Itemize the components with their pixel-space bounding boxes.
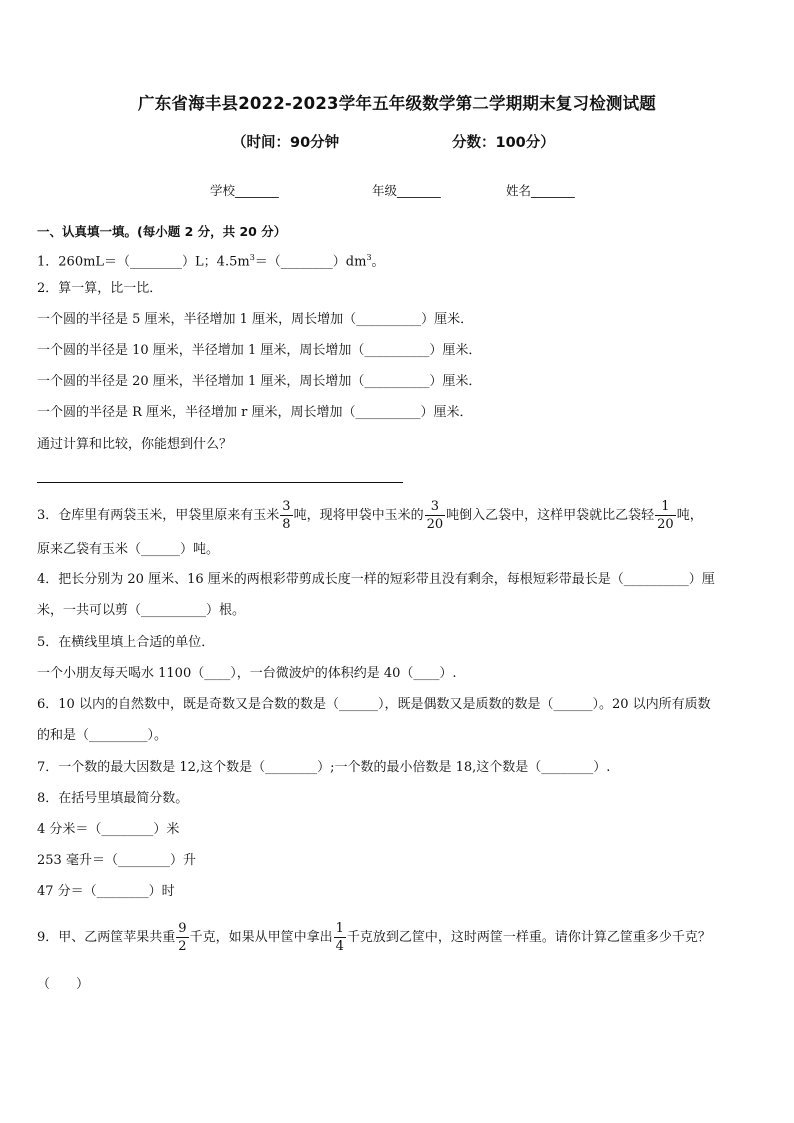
question-8: 8．在括号里填最简分数。	[37, 791, 189, 806]
fraction: $\frac{3}{20}$	[426, 499, 444, 532]
question-6-cont: 的和是（_________）。	[37, 728, 168, 743]
question-3-cont: 原来乙袋有玉米（______）吨。	[37, 542, 220, 557]
question-3: 3．仓库里有两袋玉米，甲袋里原来有玉米 $\frac{3}{8}$ 吨，现将甲袋中玉米的 $\frac{3}{20}$ 吨倒入乙袋中，这样甲袋就比乙袋轻 $\frac{1}{20}$ 吨，	[37, 499, 703, 532]
answer-line[interactable]	[37, 482, 403, 483]
question-9: 9．甲、乙两筐苹果共重 $\frac{9}{2}$ 千克，如果从甲筐中拿出 $\frac{1}{4}$ 千克放到乙筐中，这时两筐一样重。请你计算乙筐重多少千克？	[37, 921, 711, 954]
question-8-line-3: 47 分＝（________）时	[37, 884, 175, 899]
question-7: 7．一个数的最大因数是 12,这个数是（________）;一个数的最小倍数是 18,这个数是（________）.	[37, 760, 611, 775]
school-field[interactable]: 学校_______	[210, 183, 279, 198]
fraction: $\frac{9}{2}$	[178, 921, 187, 954]
page-title: 广东省海丰县2022-2023学年五年级数学第二学期期末复习检测试题	[138, 94, 656, 113]
question-5-line: 一个小朋友每天喝水 1100（____），一台微波炉的体积约是 40（____）.	[37, 666, 457, 681]
question-2-line-2: 一个圆的半径是 10 厘米，半径增加 1 厘米，周长增加（__________）厘米．	[37, 343, 482, 358]
question-2-line-4: 一个圆的半径是 R 厘米，半径增加 r 厘米，周长增加（__________）厘米．	[37, 405, 473, 420]
question-2-intro: 2．算一算，比一比．	[37, 281, 163, 296]
question-8-line-2: 253 毫升＝（________）升	[37, 853, 196, 868]
question-4-cont: 米，一共可以剪（__________）根。	[37, 603, 246, 618]
question-1: 1．260mL＝（________）L；$4.5m^3=(\_\_\_\_\_\_\_\_)dm^3$。	[37, 253, 385, 270]
fraction: $\frac{1}{4}$	[335, 921, 344, 954]
exam-time: （时间：90分钟	[232, 135, 340, 151]
question-9-answer[interactable]: （ ）	[37, 977, 90, 992]
question-4: 4．把长分别为 20 厘米、16 厘米的两根彩带剪成长度一样的短彩带且没有剩余，每根短彩带最长是（__________）厘	[37, 572, 715, 587]
fraction: $\frac{1}{20}$	[657, 499, 674, 532]
question-2-prompt: 通过计算和比较，你能想到什么？	[37, 437, 233, 452]
exam-meta	[0, 131, 794, 151]
question-5: 5．在横线里填上合适的单位．	[37, 635, 215, 650]
section-heading: 一、认真填一填。(每小题 2 分，共 20 分）	[37, 224, 287, 239]
grade-field[interactable]: 年级_______	[372, 183, 441, 198]
exam-score: 分数：100分）	[452, 135, 555, 151]
question-8-line-1: 4 分米＝（________）米	[37, 822, 180, 837]
name-field[interactable]: 姓名_______	[506, 183, 575, 198]
question-6: 6．10 以内的自然数中，既是奇数又是合数的数是（______），既是偶数又是质数的数是（______）。20 以内所有质数	[37, 697, 711, 712]
question-2-line-1: 一个圆的半径是 5 厘米，半径增加 1 厘米，周长增加（__________）厘米．	[37, 312, 474, 327]
fraction: $\frac{3}{8}$	[282, 499, 291, 532]
question-2-line-3: 一个圆的半径是 20 厘米，半径增加 1 厘米，周长增加（__________）厘米．	[37, 374, 482, 389]
